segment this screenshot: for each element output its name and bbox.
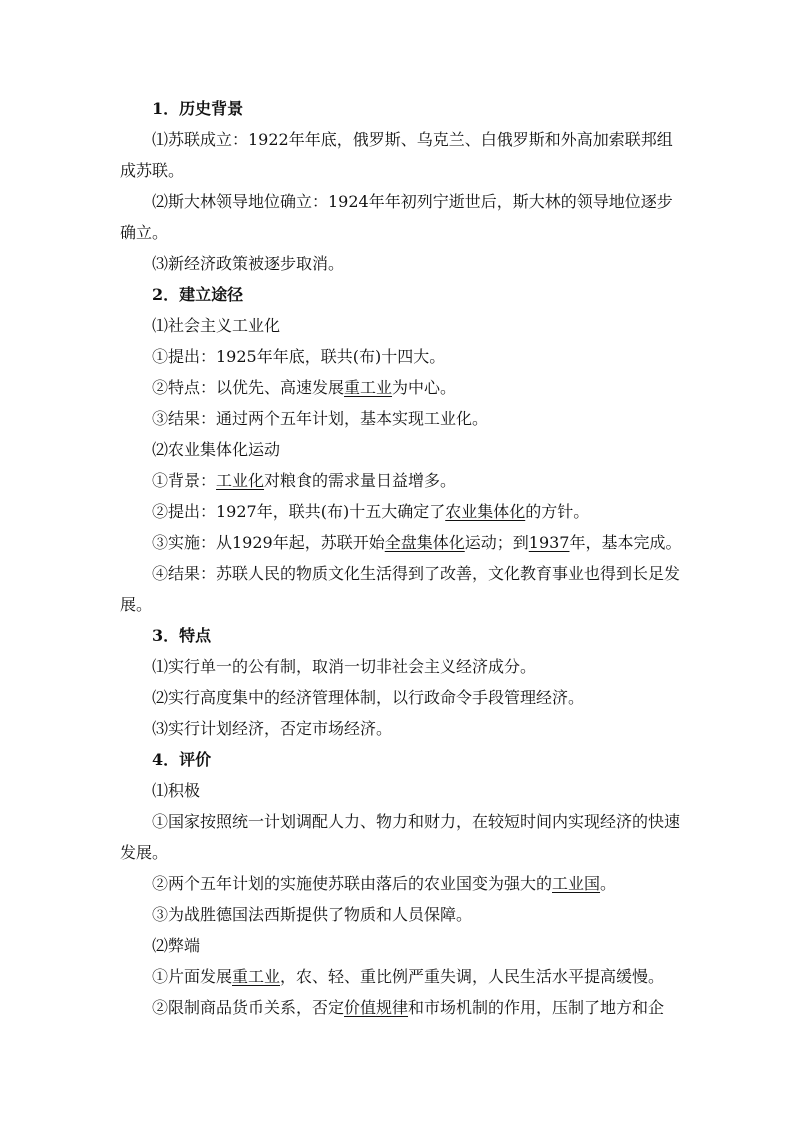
section-title-evaluation: 4．评价: [152, 750, 212, 769]
underlined-term: 农业集体化: [445, 502, 526, 521]
item-collectivization-proposal: ②提出：1927年，联共(布)十五大确定了农业集体化的方针。: [152, 502, 590, 521]
underlined-term: 重工业: [232, 967, 281, 986]
subheading-positive: ⑴积极: [152, 781, 201, 800]
item-industrialization-proposal: ①提出：1925年年底，联共(布)十四大。: [152, 347, 446, 366]
item-feature-planned-economy: ⑶实行计划经济，否定市场经济。: [152, 719, 393, 738]
item-collectivization-implementation: ③实施：从1929年起，苏联开始全盘集体化运动；到1937年，基本完成。: [152, 533, 682, 552]
item-drawback-market-restriction: ②限制商品货币关系，否定价值规律和市场机制的作用，压制了地方和企: [152, 998, 665, 1017]
underlined-term: 全盘集体化: [384, 533, 465, 552]
document-body: [120, 93, 680, 1023]
subheading-drawbacks: ⑵弊端: [152, 936, 201, 955]
paragraph-ussr-founding: ⑴苏联成立：1922年年底，俄罗斯、乌克兰、白俄罗斯和外高加索联邦组成苏联。: [120, 130, 673, 180]
underlined-year: 1937: [528, 533, 570, 552]
item-feature-management: ⑵实行高度集中的经济管理体制，以行政命令手段管理经济。: [152, 688, 585, 707]
underlined-term: 重工业: [344, 378, 393, 397]
item-drawback-imbalance: ①片面发展重工业，农、轻、重比例严重失调，人民生活水平提高缓慢。: [152, 967, 665, 986]
section-title-establishment-path: 2．建立途径: [152, 285, 244, 304]
item-industrialization-feature: ②特点：以优先、高速发展重工业为中心。: [152, 378, 457, 397]
underlined-term: 工业国: [552, 874, 601, 893]
item-industrialization-result: ③结果：通过两个五年计划，基本实现工业化。: [152, 409, 489, 428]
item-positive-industrial-power: ②两个五年计划的实施使苏联由落后的农业国变为强大的工业国。: [152, 874, 617, 893]
section-title-history-background: 1．历史背景: [152, 99, 244, 118]
subheading-collectivization: ⑵农业集体化运动: [152, 440, 281, 459]
section-title-features: 3．特点: [152, 626, 212, 645]
underlined-term: 工业化: [216, 471, 265, 490]
item-positive-war-support: ③为战胜德国法西斯提供了物质和人员保障。: [152, 905, 473, 924]
item-collectivization-result: ④结果：苏联人民的物质文化生活得到了改善，文化教育事业也得到长足发展。: [120, 564, 681, 614]
paragraph-nep-cancelled: ⑶新经济政策被逐步取消。: [152, 254, 345, 273]
underlined-term: 价值规律: [344, 998, 409, 1017]
item-positive-rapid-development: ①国家按照统一计划调配人力、物力和财力，在较短时间内实现经济的快速发展。: [120, 812, 681, 862]
paragraph-stalin-leadership: ⑵斯大林领导地位确立：1924年年初列宁逝世后，斯大林的领导地位逐步确立。: [120, 192, 673, 242]
item-feature-ownership: ⑴实行单一的公有制，取消一切非社会主义经济成分。: [152, 657, 537, 676]
subheading-industrialization: ⑴社会主义工业化: [152, 316, 281, 335]
item-collectivization-background: ①背景：工业化对粮食的需求量日益增多。: [152, 471, 457, 490]
